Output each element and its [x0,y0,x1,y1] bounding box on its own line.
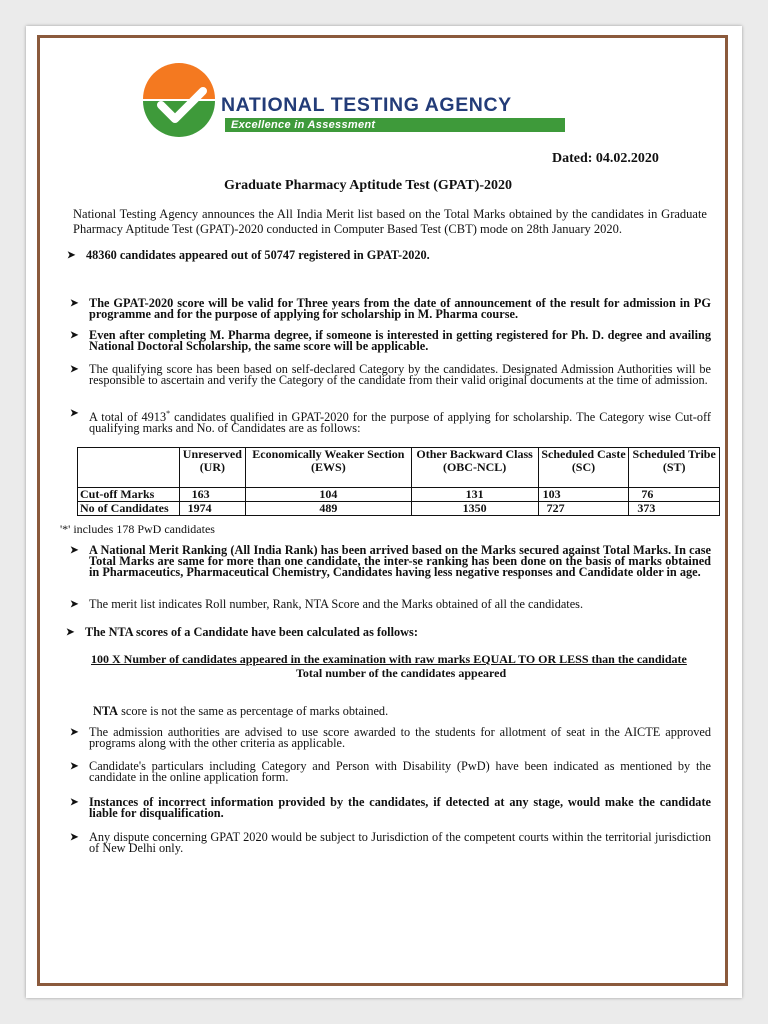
table-cell: 104 [246,488,412,502]
arrowhead-bullet-icon: ➤ [70,364,79,375]
arrowhead-bullet-icon: ➤ [70,797,79,808]
bullet-appeared [67,248,708,262]
arrowhead-bullet-icon: ➤ [70,761,79,772]
bullet-text: The admission authorities are advised to use score awarded to the students for allotment of seat in the AICTE approved programs along with the other criteria as applicable. [89,725,711,750]
header-ur: Unreserved (UR) [179,448,246,488]
table-cell: 1974 [179,502,246,516]
nta-logo-icon [141,61,217,137]
date-line: Dated: 04.02.2020 [552,151,659,166]
header-sc: Scheduled Caste (SC) [538,448,629,488]
arrowhead-bullet-icon: ➤ [70,330,79,341]
bullet-text: The GPAT-2020 score will be valid for Three years from the date of announcement of the result for admission in PG programme and for the purpose of applying for scholarship in M. Pharma course. [89,296,711,321]
bullet-text: candidates qualified in GPAT-2020 for the purpose of applying for scholarship. The Category wise Cut-off qualifying marks and No. of Candidates are as follows: [89,410,711,436]
document-title: Graduate Pharmacy Aptitude Test (GPAT)-2020 [224,178,513,193]
nta-logo [141,58,571,138]
cutoff-table [77,447,720,516]
table-row [78,488,720,502]
table-cell: 131 [411,488,538,502]
intro-paragraph: National Testing Agency announces the All India Merit list based on the Total Marks obtained by the candidates in Graduate Pharmacy Aptitude Test (GPAT)-2020 conducted in Computer Based Test (CBT) mode on 28th January 2020. [73,207,707,236]
bullet-qualified [70,408,711,436]
arrowhead-bullet-icon: ➤ [70,545,79,556]
table-row [78,502,720,516]
bullet-text: Any dispute concerning GPAT 2020 would be subject to Jurisdiction of the competent courts within the territorial jurisdiction of New Delhi only. [89,830,711,855]
row-label: Cut-off Marks [78,488,180,502]
formula-denominator: Total number of the candidates appeared [296,666,507,680]
nta-score-note [93,704,388,719]
bullet-text: Candidate's particulars including Category and Person with Disability (PwD) have been indicated as mentioned by the candidate in the online application form. [89,759,711,784]
nta-bold: NTA [93,704,119,718]
logo-org-name: NATIONAL TESTING AGENCY [221,94,512,116]
bullet-incorrect [70,795,711,820]
table-cell: 1350 [411,502,538,516]
table-cell: 489 [246,502,412,516]
bullet-nta-calc [66,625,707,639]
arrowhead-bullet-icon: ➤ [70,599,79,610]
arrowhead-bullet-icon: ➤ [70,298,79,309]
bullet-phd [70,328,711,353]
arrowhead-bullet-icon: ➤ [70,832,79,843]
bullet-category [70,362,711,387]
bullet-text: 48360 candidates appeared out of 50747 registered in GPAT-2020. [86,248,430,262]
bullet-text: Instances of incorrect information provided by the candidates, if detected at any stage, would make the candidate liable for disqualification. [89,795,711,820]
arrowhead-bullet-icon: ➤ [66,627,75,638]
header-st: Scheduled Tribe (ST) [629,448,720,488]
bullet-merit-list [70,597,711,611]
table-corner-cell [78,448,180,488]
arrowhead-bullet-icon: ➤ [70,727,79,738]
formula-numerator: 100 X Number of candidates appeared in the examination with raw marks EQUAL TO OR LESS than the candidate [91,652,687,666]
bullet-text: The qualifying score has been based on self-declared Category by the candidates. Designated Admission Authorities will be responsible to ascertain and verify the Category of the candidate from their valid original documents at the time of admission. [89,362,711,387]
table-footnote: '*' includes 178 PwD candidates [60,522,215,536]
logo-tagline: Excellence in Assessment [225,118,565,132]
table-cell: 727 [538,502,629,516]
bullet-text: The merit list indicates Roll number, Rank, NTA Score and the Marks obtained of all the candidates. [89,597,584,611]
bullet-ranking [70,543,711,579]
bullet-text: The NTA scores of a Candidate have been calculated as follows: [85,625,418,639]
bullet-text: Even after completing M. Pharma degree, if someone is interested in getting registered for Ph. D. degree and availing National Doctoral Scholarship, the same score will be applicable. [89,328,711,353]
arrowhead-bullet-icon: ➤ [67,250,76,261]
bullet-admission [70,725,711,750]
header-obc: Other Backward Class (OBC-NCL) [411,448,538,488]
table-cell: 373 [629,502,720,516]
bullet-validity [70,296,711,321]
row-label: No of Candidates [78,502,180,516]
table-cell: 163 [179,488,246,502]
bullet-particulars [70,759,711,784]
header-ews: Economically Weaker Section (EWS) [246,448,412,488]
bullet-text: A National Merit Ranking (All India Rank) has been arrived based on the Marks secured against Total Marks. In case Total Marks are same for more than one candidate, the inter-se ranking has been done on the basis of marks obtained in Pharmaceutics, Pharmaceutical Chemistry, Candidates having less negative responses and Candidate older in age. [89,543,711,579]
table-cell: 103 [538,488,629,502]
arrowhead-bullet-icon: ➤ [70,408,79,419]
table-header-row [78,448,720,488]
footnote-marker: * [166,409,171,418]
bullet-dispute [70,830,711,855]
bullet-text: A total of 4913 [89,410,167,425]
nta-note-text: score is not the same as percentage of marks obtained. [118,704,389,718]
table-cell: 76 [629,488,720,502]
